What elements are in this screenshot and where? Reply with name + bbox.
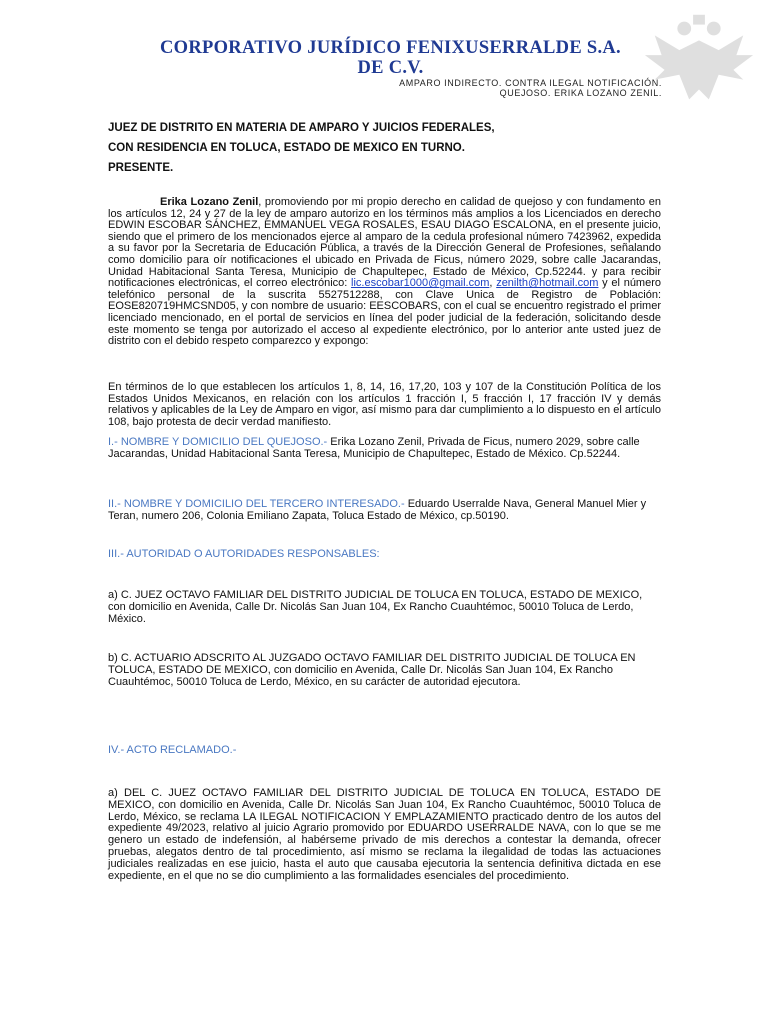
section-tercero bbox=[108, 499, 661, 523]
section-quejoso bbox=[108, 437, 661, 461]
section-quejoso-text: Erika Lozano Zenil, Privada de Ficus, numero 2029, sobre calle Jacarandas, Unidad Habitacional Santa Teresa, Municipio de Chapultepec, Estado de México. Cp.52244. bbox=[108, 436, 640, 460]
firm-title bbox=[108, 38, 673, 78]
email-link-1[interactable]: lic.escobar1000@gmail.com bbox=[351, 277, 490, 290]
addressee-line2: CON RESIDENCIA EN TOLUCA, ESTADO DE MEXICO EN TURNO. bbox=[108, 142, 465, 154]
plaintiff-name: Erika Lozano Zenil bbox=[160, 196, 259, 208]
section-tercero-text: Eduardo Userralde Nava, General Manuel Mier y Teran, numero 206, Colonia Emiliano Zapata, Toluca Estado de México, cp.50190. bbox=[108, 498, 647, 522]
section-quejoso-heading: I.- NOMBRE Y DOMICILIO DEL QUEJOSO.- bbox=[108, 436, 328, 448]
claimed-act-paragraph: a) DEL C. JUEZ OCTAVO FAMILIAR DEL DISTRITO JUDICIAL DE TOLUCA EN TOLUCA, ESTADO DE MEXICO, con domicilio en Avenida, Calle Dr. Nicolás San Juan 104, Ex Rancho Cuauhtémoc, 50010 Toluca de Lerdo, México, se reclama LA ILEGAL NOTIFICACION Y EMPLAZAMIENTO practicado dentro de los autos del expediente 49/2023, relativo al juicio Agrario promovido por EDUARDO USERRALDE NAVA, con lo que se me genero un estado de indefensión, al habérseme privado de mis derechos a contestar la demanda, ofrecer pruebas, alegatos dentro de tal procedimiento, así mismo se reclama la ilegalidad de todas las actuaciones judiciales realizadas en ese juicio, hasta el auto que causaba ejecutoria la sentencia definitiva dictada en ese expediente, en el que no se dio cumplimiento a las formalidades esenciales del procedimiento. bbox=[108, 787, 661, 882]
email-separator: , bbox=[489, 277, 497, 290]
addressee-block bbox=[108, 118, 668, 178]
case-type: AMPARO INDIRECTO. CONTRA ILEGAL NOTIFICACIÓN. bbox=[399, 78, 662, 88]
legal-basis-paragraph: En términos de lo que establecen los artículos 1, 8, 14, 16, 17,20, 103 y 107 de la Constitución Política de los Estados Unidos Mexicanos, en relación con los artículos 1 fracción I, 5 fracción I, 17 fracción IV y demás relativos y aplicables de la Ley de Amparo en vigor, así mismo para dar cumplimiento a lo dispuesto en el artículo 108, bajo protesta de decir verdad manifiesto. bbox=[108, 381, 661, 428]
firm-title-line2: DE C.V. bbox=[357, 58, 424, 78]
firm-title-line1: CORPORATIVO JURÍDICO FENIXUSERRALDE S.A. bbox=[160, 38, 621, 58]
section-tercero-heading: II.- NOMBRE Y DOMICILIO DEL TERCERO INTERESADO.- bbox=[108, 498, 405, 510]
addressee-line3: PRESENTE. bbox=[108, 162, 174, 174]
case-subheading bbox=[399, 78, 662, 98]
intro-paragraph bbox=[108, 197, 661, 348]
section-autoridades-heading: III.- AUTORIDAD O AUTORIDADES RESPONSABLES: bbox=[108, 548, 380, 560]
plaintiff-line: QUEJOSO. ERIKA LOZANO ZENIL. bbox=[499, 88, 662, 98]
section-acto-heading: IV.- ACTO RECLAMADO.- bbox=[108, 744, 237, 756]
addressee-line1: JUEZ DE DISTRITO EN MATERIA DE AMPARO Y JUICIOS FEDERALES, bbox=[108, 122, 495, 134]
email-link-2[interactable]: zenilth@hotmail.com bbox=[496, 277, 599, 290]
authority-b: b) C. ACTUARIO ADSCRITO AL JUZGADO OCTAVO FAMILIAR DEL DISTRITO JUDICIAL DE TOLUCA EN TOLUCA, ESTADO DE MEXICO, con domicilio en Avenida, Calle Dr. Nicolás San Juan 104, Ex Rancho Cuauhtémoc, 50010 Toluca de Lerdo, México, en su carácter de autoridad ejecutora. bbox=[108, 652, 636, 688]
intro-text-a: , promoviendo por mi propio derecho en calidad de quejoso y con fundamento en los artículos 12, 24 y 27 de la ley de amparo autorizo en los términos más amplios a los Licenciados en derecho EDWIN ESCOBAR SÁNCHEZ, EMMANUEL VEGA ROSALES, ESAU DIAGO ESCALONA, en el presente juicio, siendo que el primero de los mencionados ejerce al amparo de la cedula profesional número 7423962, expedida a su favor por la Secretaria de Educación Pública, a través de la Dirección General de Profesiones, señalando como domicilio para oír notificaciones el ubicado en Privada de Ficus, número 2029, sobre calle Jacarandas, Unidad Habitacional Santa Teresa, Municipio de Chapultepec, Estado de México, Cp.52244. y para recibir notificaciones electrónicas, el correo electrónico: bbox=[108, 196, 661, 290]
intro-text-b: y el número telefónico personal de la suscrita 5527512288, con Clave Unica de Registro de Población: EOSE820719HMCSND05, y con nombre de usuario: EESCOBARS, con el cual se encuentro registrado el primer licenciado mencionado, en el portal de servicios en línea del poder judicial de la federación, solicitando desde este momento se tenga por autorizado el acceso al expediente electrónico, por lo anterior ante usted juez de distrito con el debido respeto comparezco y expongo: bbox=[108, 277, 661, 348]
authority-a: a) C. JUEZ OCTAVO FAMILIAR DEL DISTRITO JUDICIAL DE TOLUCA EN TOLUCA, ESTADO DE MEXICO, con domicilio en Avenida, Calle Dr. Nicolás San Juan 104, Ex Rancho Cuauhtémoc, 50010 Toluca de Lerdo, México. bbox=[108, 589, 643, 625]
